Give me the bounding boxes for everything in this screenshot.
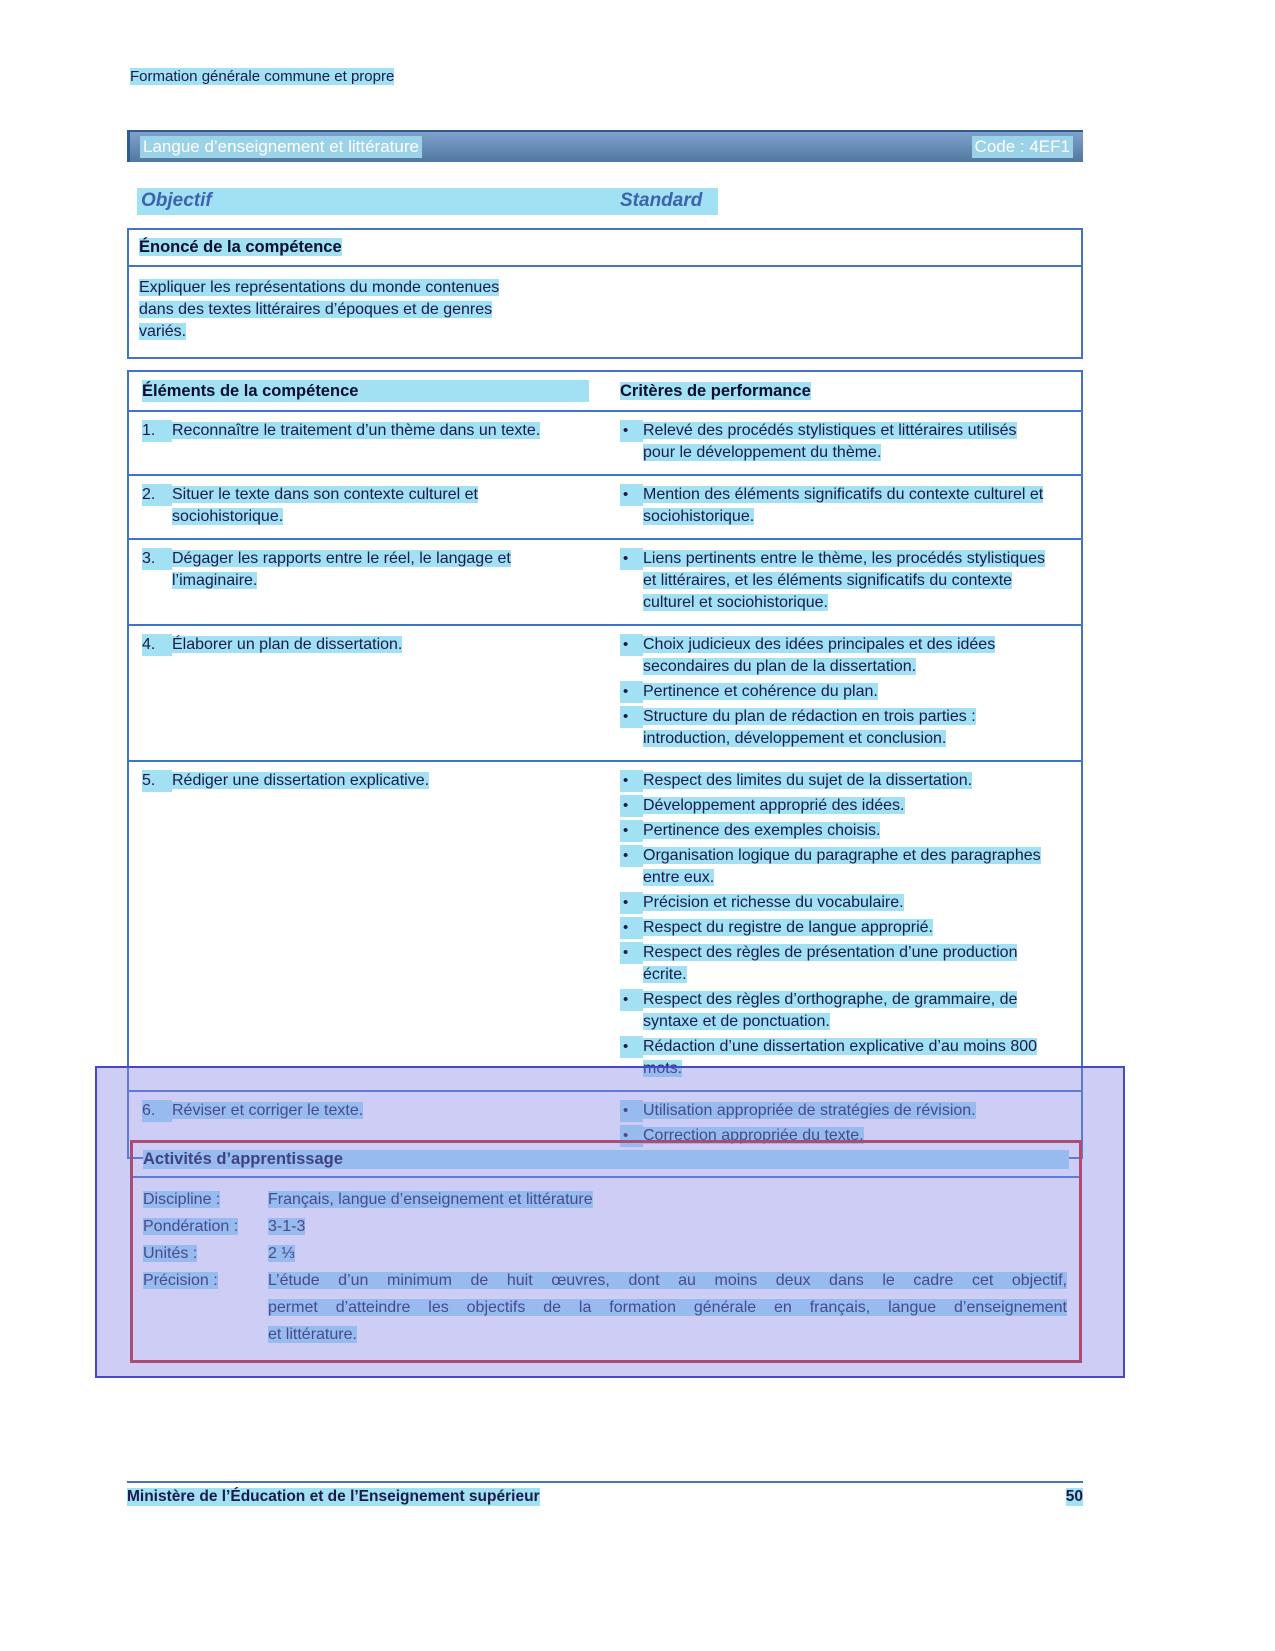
element-number: 3. [142,548,172,570]
element-text: Reconnaître le traitement d’un thème dans un texte. [172,422,541,439]
competence-table [127,370,1083,1159]
criterion [620,795,1051,817]
course-title: Langue d’enseignement et littérature [140,136,422,158]
activites-field [143,1186,1067,1213]
table-header-row [129,372,1081,410]
element-text: Dégager les rapports entre le réel, le langage et l’imaginaire. [172,550,511,589]
criteria-cell [607,548,1081,614]
criteria-cell [607,634,1081,750]
header-criteria-label: Critères de performance [620,382,811,400]
criterion-text: Précision et richesse du vocabulaire. [643,894,904,911]
criterion [620,989,1051,1033]
criterion-text: Structure du plan de rédaction en trois parties : introduction, développement et conclusion. [643,708,976,747]
criterion [620,420,1051,464]
course-code: Code : 4EF1 [972,136,1073,158]
criterion [620,1100,1051,1122]
enonce-body [129,267,1081,357]
element-cell [129,484,607,528]
heading-standard: Standard [620,190,703,211]
criterion [620,845,1051,889]
bullet-icon: • [620,1100,643,1122]
precision-value [268,1267,1067,1348]
criterion [620,706,1051,750]
title-bar [127,130,1083,162]
criterion [620,892,1051,914]
table-row [129,474,1081,538]
bullet-icon: • [620,989,643,1011]
running-header-text: Formation générale commune et propre [130,68,395,85]
bullet-icon: • [620,917,643,939]
precision-line: et littérature. [268,1326,357,1343]
criteria-cell [607,484,1081,528]
criterion [620,484,1051,528]
activites-field [143,1213,1067,1240]
page-footer [127,1481,1083,1506]
enonce-line [139,299,1071,321]
element-number: 2. [142,484,172,506]
enonce-title: Énoncé de la compétence [139,238,342,256]
field-label: Discipline : [143,1191,221,1208]
criteria-cell [607,420,1081,464]
bullet-icon: • [620,548,643,570]
activites-box [130,1140,1082,1363]
field-label: Précision : [143,1272,218,1289]
enonce-box [127,228,1083,359]
element-number: 6. [142,1100,172,1122]
field-label: Unités : [143,1245,198,1262]
element-number: 1. [142,420,172,442]
criterion [620,770,1051,792]
bullet-icon: • [620,942,643,964]
enonce-line-text: variés. [139,323,187,340]
bullet-icon: • [620,634,643,656]
criterion [620,917,1051,939]
criterion [620,634,1051,678]
bullet-icon: • [620,706,643,728]
enonce-header [129,230,1081,267]
criterion [620,1036,1051,1080]
criterion-text: Organisation logique du paragraphe et des paragraphes entre eux. [643,847,1041,886]
header-elements-cell [129,380,607,403]
bullet-icon: • [620,892,643,914]
criterion-text: Liens pertinents entre le thème, les procédés stylistiques et littéraires, et les éléments significatifs du contexte culturel et sociohistorique. [643,550,1045,611]
bullet-icon: • [620,795,643,817]
element-cell [129,634,607,750]
heading-objectif: Objectif [141,190,212,211]
activites-field [143,1240,1067,1267]
bullet-icon: • [620,845,643,867]
table-row [129,410,1081,474]
bullet-icon: • [620,484,643,506]
enonce-line-text: dans des textes littéraires d’époques et de genres [139,301,493,318]
activites-header [133,1143,1079,1178]
field-value: 2 ⅓ [268,1245,295,1262]
field-value: 3-1-3 [268,1218,306,1235]
field-value: Français, langue d’enseignement et littérature [268,1191,593,1208]
criterion [620,548,1051,614]
header-criteria-cell [607,380,1081,403]
criterion-text: Respect du registre de langue approprié. [643,919,933,936]
activites-title: Activités d’apprentissage [143,1150,1069,1169]
element-text: Situer le texte dans son contexte culturel et sociohistorique. [172,486,478,525]
criterion-text: Respect des règles d’orthographe, de grammaire, de syntaxe et de ponctuation. [643,991,1018,1030]
criterion-text: Relevé des procédés stylistiques et littéraires utilisés pour le développement du thème. [643,422,1017,461]
activites-body [133,1178,1079,1360]
criterion [620,942,1051,986]
field-label: Pondération : [143,1218,239,1235]
element-text: Élaborer un plan de dissertation. [172,636,403,653]
activites-field-precision [143,1267,1067,1348]
enonce-line [139,277,1071,299]
criterion [620,820,1051,842]
criterion-text: Respect des règles de présentation d’une production écrite. [643,944,1018,983]
running-header [130,68,394,85]
bullet-icon: • [620,1125,643,1147]
precision-line: permet d’atteindre les objectifs de la formation générale en français, langue d’enseignement [268,1299,1067,1316]
table-row [129,760,1081,1090]
criterion-text: Respect des limites du sujet de la dissertation. [643,772,973,789]
criterion-text: Pertinence des exemples choisis. [643,822,881,839]
element-number: 5. [142,770,172,792]
bullet-icon: • [620,420,643,442]
page-number: 50 [1065,1488,1083,1505]
criterion-text: Correction appropriée du texte. [643,1127,864,1144]
bullet-icon: • [620,770,643,792]
criterion-text: Choix judicieux des idées principales et des idées secondaires du plan de la dissertation. [643,636,996,675]
element-cell [129,770,607,1080]
element-cell [129,420,607,464]
criterion [620,681,1051,703]
element-number: 4. [142,634,172,656]
section-headings-row [137,188,718,215]
element-text: Rédiger une dissertation explicative. [172,772,430,789]
footer-text: Ministère de l’Éducation et de l’Enseignement supérieur [127,1488,540,1505]
table-row [129,538,1081,624]
criterion-text: Développement approprié des idées. [643,797,905,814]
header-elements-label: Éléments de la compétence [142,380,589,402]
criterion-text: Rédaction d’une dissertation explicative d’au moins 800 mots. [643,1038,1038,1077]
criterion-text: Mention des éléments significatifs du contexte culturel et sociohistorique. [643,486,1044,525]
table-row [129,624,1081,760]
enonce-line-text: Expliquer les représentations du monde contenues [139,279,500,296]
criterion-text: Utilisation appropriée de stratégies de révision. [643,1102,976,1119]
bullet-icon: • [620,681,643,703]
bullet-icon: • [620,1036,643,1058]
criteria-cell [607,770,1081,1080]
enonce-line [139,321,1071,343]
bullet-icon: • [620,820,643,842]
element-cell [129,548,607,614]
element-text: Réviser et corriger le texte. [172,1102,364,1119]
criterion-text: Pertinence et cohérence du plan. [643,683,878,700]
precision-line: L’étude d’un minimum de huit œuvres, dont au moins deux dans le cadre cet objectif, [268,1272,1067,1289]
